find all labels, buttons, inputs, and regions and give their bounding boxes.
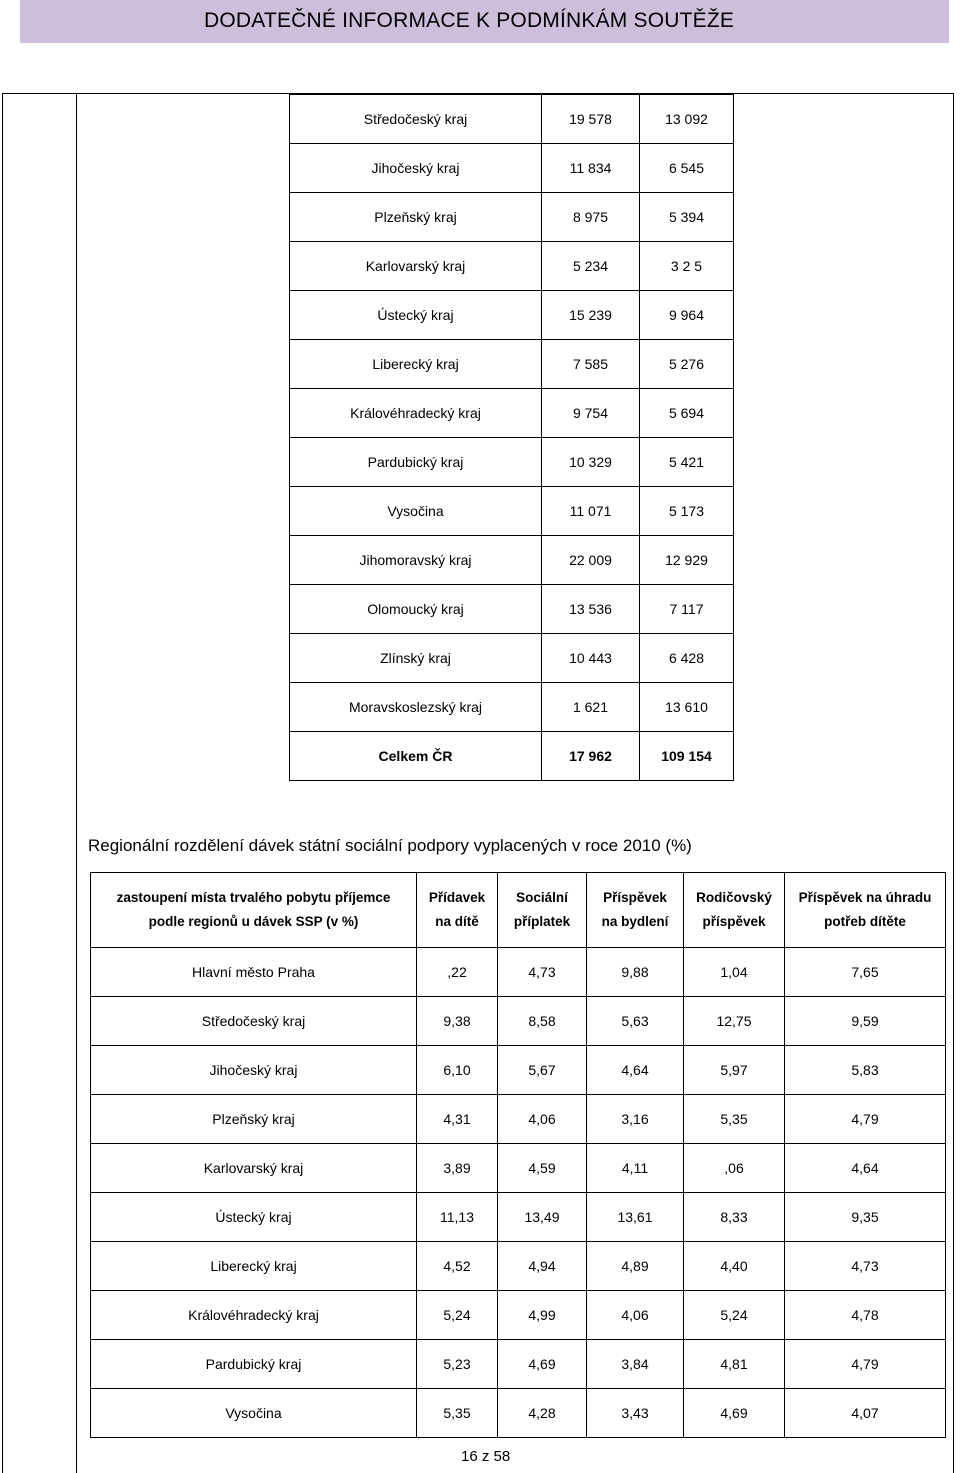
percent-cell: 4,64 xyxy=(785,1144,946,1193)
column-header xyxy=(498,873,587,948)
region-cell: Pardubický kraj xyxy=(91,1340,417,1389)
value-cell: 11 071 xyxy=(542,487,640,536)
value-cell: 5 694 xyxy=(640,389,734,438)
percent-cell: 4,94 xyxy=(498,1242,587,1291)
table-row xyxy=(290,242,734,291)
table-row xyxy=(290,144,734,193)
value-cell: 19 578 xyxy=(542,95,640,144)
percent-cell: 13,49 xyxy=(498,1193,587,1242)
benefit-distribution-table xyxy=(90,872,946,1438)
percent-cell: 4,31 xyxy=(417,1095,498,1144)
column-header xyxy=(417,873,498,948)
percent-cell: 4,06 xyxy=(587,1291,684,1340)
value-cell: 13 092 xyxy=(640,95,734,144)
percent-cell: 4,64 xyxy=(587,1046,684,1095)
regional-counts-table xyxy=(289,94,734,781)
table-row xyxy=(91,1193,946,1242)
column-header-line: zastoupení místa trvalého pobytu příjemce xyxy=(116,890,391,905)
region-cell: Královéhradecký kraj xyxy=(91,1291,417,1340)
column-header-line: Přídavek xyxy=(428,890,486,905)
percent-cell: 9,88 xyxy=(587,948,684,997)
percent-cell: 4,69 xyxy=(684,1389,785,1438)
table-row xyxy=(91,1340,946,1389)
table-row xyxy=(91,1095,946,1144)
percent-cell: 4,73 xyxy=(498,948,587,997)
percent-cell: 5,67 xyxy=(498,1046,587,1095)
region-cell: Karlovarský kraj xyxy=(290,242,542,291)
region-cell: Ústecký kraj xyxy=(91,1193,417,1242)
table-row xyxy=(290,340,734,389)
total-value: 17 962 xyxy=(542,732,640,781)
column-header-line: Příspěvek xyxy=(603,890,667,905)
percent-cell: 4,52 xyxy=(417,1242,498,1291)
region-cell: Karlovarský kraj xyxy=(91,1144,417,1193)
percent-cell: 12,75 xyxy=(684,997,785,1046)
percent-cell: 4,99 xyxy=(498,1291,587,1340)
percent-cell: 3,16 xyxy=(587,1095,684,1144)
table2-title: Regionální rozdělení dávek státní sociální podpory vyplacených v roce 2010 (%) xyxy=(88,836,692,855)
table-row xyxy=(91,1046,946,1095)
percent-cell: 3,84 xyxy=(587,1340,684,1389)
column-header-line: na bydlení xyxy=(601,914,669,929)
percent-cell: 4,78 xyxy=(785,1291,946,1340)
percent-cell: 5,83 xyxy=(785,1046,946,1095)
column-header xyxy=(587,873,684,948)
table-row xyxy=(290,438,734,487)
percent-cell: 4,11 xyxy=(587,1144,684,1193)
value-cell: 12 929 xyxy=(640,536,734,585)
table-row xyxy=(91,948,946,997)
percent-cell: 6,10 xyxy=(417,1046,498,1095)
value-cell: 6 428 xyxy=(640,634,734,683)
percent-cell: 4,28 xyxy=(498,1389,587,1438)
column-header-line: podle regionů u dávek SSP (v %) xyxy=(148,914,359,929)
region-cell: Plzeňský kraj xyxy=(290,193,542,242)
value-cell: 5 173 xyxy=(640,487,734,536)
value-cell: 8 975 xyxy=(542,193,640,242)
value-cell: 5 421 xyxy=(640,438,734,487)
percent-cell: 5,35 xyxy=(417,1389,498,1438)
percent-cell: 5,24 xyxy=(684,1291,785,1340)
percent-cell: 4,40 xyxy=(684,1242,785,1291)
region-cell: Liberecký kraj xyxy=(91,1242,417,1291)
percent-cell: 5,24 xyxy=(417,1291,498,1340)
value-cell: 5 276 xyxy=(640,340,734,389)
value-cell: 9 754 xyxy=(542,389,640,438)
percent-cell: 4,73 xyxy=(785,1242,946,1291)
value-cell: 22 009 xyxy=(542,536,640,585)
table-row xyxy=(91,1144,946,1193)
page-number: 16 z 58 xyxy=(461,1448,511,1465)
percent-cell: 4,79 xyxy=(785,1095,946,1144)
percent-cell: 3,43 xyxy=(587,1389,684,1438)
table-row xyxy=(290,193,734,242)
percent-cell: 9,59 xyxy=(785,997,946,1046)
value-cell: 1 621 xyxy=(542,683,640,732)
percent-cell: 9,38 xyxy=(417,997,498,1046)
value-cell: 6 545 xyxy=(640,144,734,193)
table-row xyxy=(91,1389,946,1438)
region-cell: Středočeský kraj xyxy=(290,95,542,144)
region-cell: Vysočina xyxy=(91,1389,417,1438)
value-cell: 13 536 xyxy=(542,585,640,634)
table-row xyxy=(290,683,734,732)
percent-cell: 11,13 xyxy=(417,1193,498,1242)
table-row xyxy=(290,95,734,144)
percent-cell: 5,35 xyxy=(684,1095,785,1144)
table-row xyxy=(290,487,734,536)
header-band xyxy=(20,0,949,43)
percent-cell: 5,97 xyxy=(684,1046,785,1095)
percent-cell: 13,61 xyxy=(587,1193,684,1242)
table-row xyxy=(290,291,734,340)
column-header xyxy=(91,873,417,948)
column-header xyxy=(785,873,946,948)
percent-cell: 8,33 xyxy=(684,1193,785,1242)
percent-cell: 7,65 xyxy=(785,948,946,997)
table-row xyxy=(91,1291,946,1340)
percent-cell: 3,89 xyxy=(417,1144,498,1193)
column-header-line: Sociální xyxy=(516,890,568,905)
table-row xyxy=(91,1242,946,1291)
percent-cell: 4,81 xyxy=(684,1340,785,1389)
value-cell: 11 834 xyxy=(542,144,640,193)
percent-cell: 4,79 xyxy=(785,1340,946,1389)
region-cell: Jihomoravský kraj xyxy=(290,536,542,585)
inner-rule xyxy=(76,93,77,1473)
percent-cell: 4,59 xyxy=(498,1144,587,1193)
header-row xyxy=(91,873,946,948)
percent-cell: 1,04 xyxy=(684,948,785,997)
value-cell: 10 443 xyxy=(542,634,640,683)
percent-cell: 4,06 xyxy=(498,1095,587,1144)
column-header-line: Rodičovský xyxy=(696,890,772,905)
total-value: 109 154 xyxy=(640,732,734,781)
region-cell: Plzeňský kraj xyxy=(91,1095,417,1144)
total-row xyxy=(290,732,734,781)
region-cell: Pardubický kraj xyxy=(290,438,542,487)
region-cell: Jihočeský kraj xyxy=(91,1046,417,1095)
column-header-line: příplatek xyxy=(513,914,571,929)
region-cell: Jihočeský kraj xyxy=(290,144,542,193)
value-cell: 3 2 5 xyxy=(640,242,734,291)
column-header-line: Příspěvek na úhradu xyxy=(798,890,932,905)
region-cell: Královéhradecký kraj xyxy=(290,389,542,438)
percent-cell: 9,35 xyxy=(785,1193,946,1242)
table-row xyxy=(290,634,734,683)
region-cell: Moravskoslezský kraj xyxy=(290,683,542,732)
column-header-line: na dítě xyxy=(435,914,479,929)
table-row xyxy=(290,585,734,634)
region-cell: Zlínský kraj xyxy=(290,634,542,683)
table-row xyxy=(290,389,734,438)
value-cell: 13 610 xyxy=(640,683,734,732)
value-cell: 5 394 xyxy=(640,193,734,242)
value-cell: 5 234 xyxy=(542,242,640,291)
region-cell: Liberecký kraj xyxy=(290,340,542,389)
percent-cell: ,06 xyxy=(684,1144,785,1193)
value-cell: 10 329 xyxy=(542,438,640,487)
percent-cell: 5,23 xyxy=(417,1340,498,1389)
region-cell: Vysočina xyxy=(290,487,542,536)
percent-cell: ,22 xyxy=(417,948,498,997)
percent-cell: 5,63 xyxy=(587,997,684,1046)
percent-cell: 4,07 xyxy=(785,1389,946,1438)
column-header xyxy=(684,873,785,948)
region-cell: Olomoucký kraj xyxy=(290,585,542,634)
region-cell: Hlavní město Praha xyxy=(91,948,417,997)
column-header-line: potřeb dítěte xyxy=(824,914,906,929)
percent-cell: 4,69 xyxy=(498,1340,587,1389)
percent-cell: 8,58 xyxy=(498,997,587,1046)
value-cell: 7 117 xyxy=(640,585,734,634)
value-cell: 15 239 xyxy=(542,291,640,340)
table-row xyxy=(91,997,946,1046)
percent-cell: 4,89 xyxy=(587,1242,684,1291)
value-cell: 9 964 xyxy=(640,291,734,340)
page-title: DODATEČNÉ INFORMACE K PODMÍNKÁM SOUTĚŽE xyxy=(204,9,735,32)
region-cell: Středočeský kraj xyxy=(91,997,417,1046)
column-header-line: příspěvek xyxy=(702,914,766,929)
region-cell: Ústecký kraj xyxy=(290,291,542,340)
value-cell: 7 585 xyxy=(542,340,640,389)
table-row xyxy=(290,536,734,585)
total-label: Celkem ČR xyxy=(290,732,542,781)
